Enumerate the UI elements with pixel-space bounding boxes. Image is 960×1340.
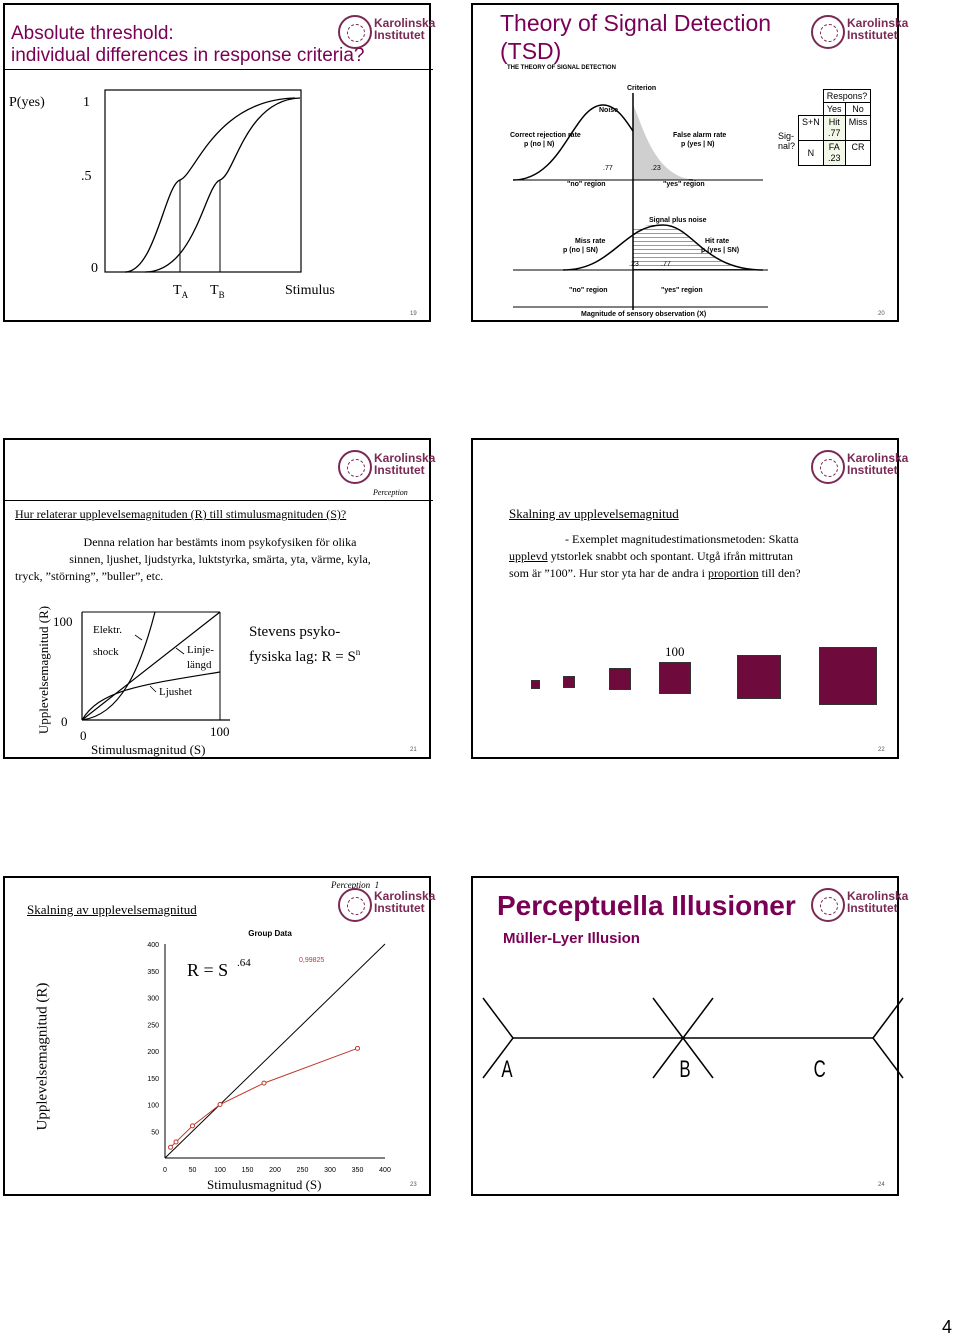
signal-plus-noise-label: Signal plus noise	[649, 217, 707, 224]
x-tick-label: 200	[269, 1167, 281, 1174]
ki-seal-icon	[811, 450, 845, 484]
body-text: Denna relation har bestämts inom psykofysiken för olika sinnen, ljushet, ljudstyrka, luktstyrka, smärta, yta, värme, kyla, tryck, ”störning”, ”buller”, etc.	[15, 535, 371, 583]
slide-number: 20	[878, 311, 885, 317]
noise-label: Noise	[599, 107, 619, 114]
correct-rejection-label: Correct rejection rate p (no | N)	[510, 132, 581, 148]
ljushet-label: Ljushet	[159, 686, 192, 698]
hit-rate-label: Hit rate p (yes | SN)	[701, 238, 740, 254]
square-3	[609, 668, 631, 690]
square-6	[819, 647, 877, 705]
data-point	[356, 1046, 360, 1050]
data-point	[191, 1124, 195, 1128]
x-axis-label: Stimulusmagnitud (S)	[207, 1177, 322, 1192]
y-100: 100	[53, 614, 73, 629]
r-value-label: 0,99825	[299, 957, 325, 964]
ki-logo: Karolinska Institutet	[338, 450, 428, 488]
tick-half: .5	[81, 169, 92, 184]
slide-number: 24	[878, 1182, 885, 1188]
ki-seal-icon	[338, 450, 372, 484]
slide-number: 22	[878, 747, 885, 753]
false-alarm-label: False alarm rate p (yes | N)	[673, 132, 727, 148]
ki-seal-icon	[811, 888, 845, 922]
y-tick-label: 400	[147, 942, 159, 949]
tsd-diagram	[503, 85, 773, 315]
ki-seal-icon	[338, 888, 372, 922]
miss-rate-label: Miss rate p (no | SN)	[563, 238, 606, 254]
no-region-top: "no" region	[567, 181, 606, 188]
y-tick-label: 350	[147, 968, 159, 976]
shock-label: shock	[93, 646, 119, 658]
square-2	[563, 676, 575, 688]
label-a: A	[501, 1056, 513, 1083]
p-yes-label: P(yes)	[9, 95, 45, 110]
slide-22	[471, 438, 909, 759]
label-c: C	[813, 1056, 826, 1083]
page-number: 4	[941, 1317, 952, 1337]
perception-label: Perception	[373, 488, 408, 497]
x-tick-label: 400	[379, 1167, 391, 1174]
ki-seal-icon	[811, 15, 845, 49]
ki-logo: Karolinska Institutet	[338, 15, 428, 53]
instructions: - Exemplet magnitudestimationsmetoden: Skatta upplevd ytstorlek snabbt och spontant. Utgå ifrån mittrutan som är ”100”. Hur stor yta har de andra i proportion till den?	[509, 532, 801, 580]
tick-1: 1	[83, 95, 90, 110]
group-data-chart	[135, 926, 395, 1186]
elektr-label: Elektr.	[93, 624, 123, 636]
data-point	[174, 1140, 178, 1144]
value-23-top: .23	[651, 165, 661, 172]
ta-label: $T_A$	[173, 283, 189, 300]
tb-label: $T_B$	[210, 283, 225, 300]
fit-curve	[171, 1048, 358, 1147]
y-tick-label: 200	[147, 1049, 159, 1056]
ki-logo: Karolinska Institutet	[338, 888, 428, 926]
x-tick-label: 150	[241, 1167, 254, 1174]
x-100: 100	[210, 724, 230, 739]
value-77-bottom: .77	[661, 261, 671, 268]
no-region-bottom: "no" region	[569, 287, 608, 294]
ki-logo: Karolinska Institutet	[811, 15, 901, 53]
tick-0: 0	[91, 261, 98, 276]
question: Hur relaterar upplevelsemagnituden (R) till stimulusmagnituden (S)?	[15, 507, 347, 521]
response-table: Respons? Yes No Sig- nal? S+N Hit .77 Miss N FA .23 CR	[775, 89, 871, 166]
square-1	[531, 680, 540, 689]
square-5	[737, 655, 781, 699]
x-tick-label: 100	[214, 1167, 226, 1174]
slide-19	[3, 3, 436, 322]
slide-number: 19	[410, 311, 417, 317]
ki-logo: Karolinska Institutet	[811, 450, 901, 488]
label-b: B	[679, 1056, 691, 1083]
slide-24-subtitle: Müller-Lyer Illusion	[503, 930, 640, 947]
perception-label: Perception 1	[331, 880, 380, 890]
y-0: 0	[61, 714, 68, 729]
slide-24	[471, 876, 909, 1196]
y-axis-label: Upplevelsemagnitud (R)	[34, 982, 51, 1131]
psychometric-curves	[105, 90, 305, 275]
y-tick-label: 300	[147, 995, 159, 1003]
value-77-top: .77	[603, 165, 613, 172]
x-tick-label: 50	[188, 1167, 197, 1174]
criterion-label: Criterion	[627, 85, 657, 92]
x-tick-label: 300	[324, 1167, 336, 1174]
square-4-reference	[659, 662, 691, 694]
power-law-exponent: .64	[237, 957, 251, 969]
y-tick-label: 150	[147, 1075, 159, 1083]
slide-20-title: Theory of Signal Detection (TSD)	[500, 10, 772, 64]
yes-region-top: "yes" region	[663, 181, 705, 188]
ki-logo: Karolinska Institutet	[811, 888, 901, 926]
y-tick-label: 50	[151, 1129, 159, 1137]
x-axis-label: Magnitude of sensory observation (X)	[581, 311, 707, 318]
slide-number: 23	[410, 1182, 417, 1188]
power-law-annotation: R = S	[187, 960, 229, 980]
slide-22-title: Skalning av upplevelsemagnitud	[509, 506, 679, 521]
slide-19-title: Absolute threshold: individual differences in response criteria?	[11, 23, 365, 66]
value-23-bottom: .23	[629, 261, 639, 268]
slide-23-title: Skalning av upplevelsemagnitud	[27, 902, 197, 917]
yes-region-bottom: "yes" region	[661, 287, 703, 294]
muller-lyer-figure	[493, 968, 893, 1108]
slide-23	[3, 876, 436, 1196]
linje-label: Linje- längd	[187, 644, 214, 671]
label-100: 100	[665, 644, 685, 659]
data-point	[218, 1103, 222, 1107]
stevens-law: Stevens psyko- fysiska lag: $R = S^n$	[249, 624, 361, 665]
chart-title: Group Data	[248, 929, 292, 938]
figure-caption: THE THEORY OF SIGNAL DETECTION	[507, 65, 616, 71]
x-0: 0	[80, 728, 87, 743]
slide-number: 21	[410, 747, 417, 753]
slide-20	[471, 3, 909, 322]
ki-seal-icon	[338, 15, 372, 49]
x-tick-label: 250	[296, 1167, 309, 1174]
x-tick-label: 350	[351, 1167, 364, 1174]
x-tick-label: 0	[163, 1167, 167, 1174]
y-tick-label: 250	[147, 1022, 159, 1030]
data-point	[169, 1145, 173, 1149]
y-tick-label: 100	[147, 1102, 159, 1110]
data-point	[262, 1081, 266, 1085]
slide-24-title: Perceptuella Illusioner	[497, 890, 796, 921]
slide-21	[3, 438, 436, 759]
x-axis-label: Stimulusmagnitud (S)	[91, 742, 206, 757]
y-axis-label: Upplevelsemagnitud (R)	[36, 605, 51, 735]
stimulus-label: Stimulus	[285, 283, 335, 298]
